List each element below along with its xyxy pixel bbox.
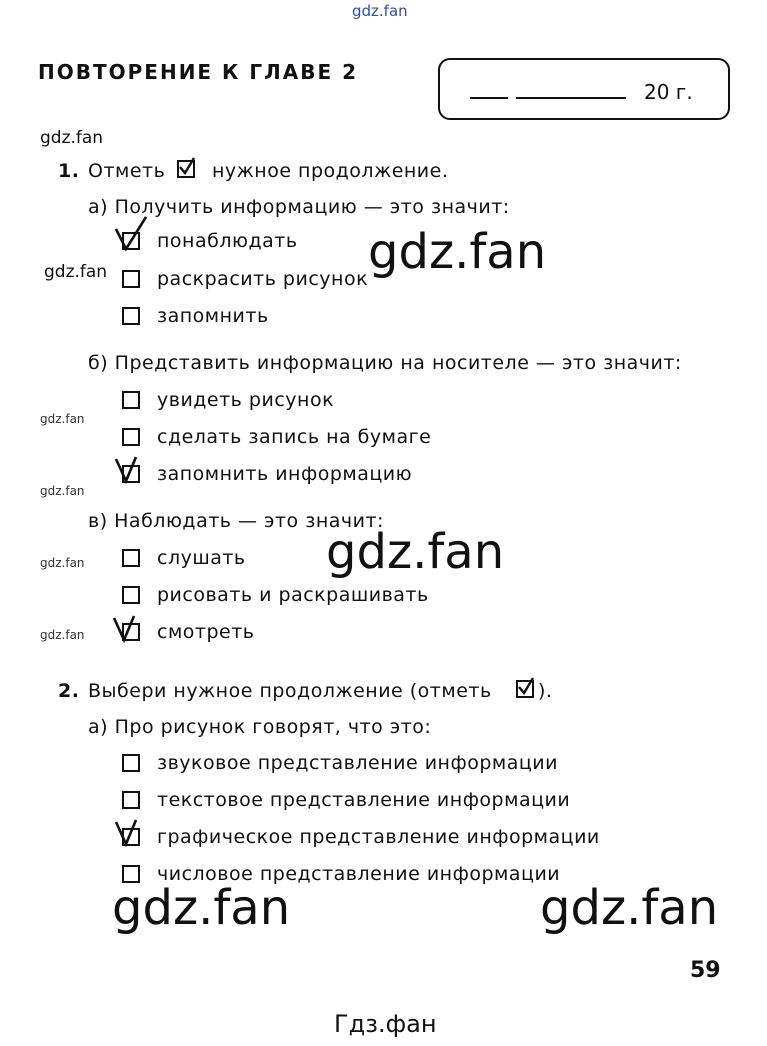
page-number: 59 [690, 958, 721, 983]
watermark-left-3: gdz.fan [40, 412, 85, 426]
watermark-top: gdz.fan [352, 2, 408, 20]
option-2a-3: графическое представление информации [157, 826, 600, 848]
option-2a-1: звуковое представление информации [157, 752, 558, 774]
task2a-question: а) Про рисунок говорят, что это: [88, 716, 432, 738]
watermark-big-4: gdz.fan [540, 880, 719, 936]
watermark-big-3: gdz.fan [112, 880, 291, 936]
task1-number: 1. [58, 160, 80, 182]
handwritten-check-icon [112, 612, 142, 644]
task1c-question: в) Наблюдать — это значит: [88, 510, 384, 532]
option-1a-1: понаблюдать [157, 230, 298, 252]
option-1c-3: смотреть [157, 621, 255, 643]
check-example-icon [177, 160, 195, 178]
option-1c-2: рисовать и раскрашивать [157, 584, 429, 606]
option-1b-2: сделать запись на бумаге [157, 426, 432, 448]
checkbox-1b-2[interactable] [122, 428, 140, 446]
checkbox-1b-1[interactable] [122, 391, 140, 409]
task2-instruction-before: Выбери нужное продолжение (отметь [88, 680, 492, 702]
task1-instruction-after: нужное продолжение. [212, 160, 449, 182]
option-1a-3: запомнить [157, 305, 269, 327]
check-example-icon [516, 680, 534, 698]
watermark-left-4: gdz.fan [40, 484, 85, 498]
page-title: ПОВТОРЕНИЕ К ГЛАВЕ 2 [38, 60, 358, 84]
watermark-left-2: gdz.fan [44, 262, 108, 282]
watermark-left-5: gdz.fan [40, 556, 85, 570]
checkbox-2a-2[interactable] [122, 791, 140, 809]
date-year-label: 20 г. [644, 80, 693, 104]
handwritten-check-icon [114, 818, 144, 848]
checkbox-1a-3[interactable] [122, 307, 140, 325]
watermark-big-2: gdz.fan [326, 524, 505, 580]
option-2a-2: текстовое представление информации [157, 789, 571, 811]
checkbox-1c-1[interactable] [122, 549, 140, 567]
watermark-left-1: gdz.fan [40, 128, 104, 148]
option-1a-2: раскрасить рисунок [157, 268, 369, 290]
task1b-question: б) Представить информацию на носителе — это значит: [88, 352, 682, 374]
handwritten-check-icon [112, 215, 152, 255]
checkbox-1a-2[interactable] [122, 270, 140, 288]
date-day-line [470, 97, 508, 99]
option-1b-3: запомнить информацию [157, 463, 413, 485]
handwritten-check-icon [114, 455, 144, 485]
task1-instruction-before: Отметь [88, 160, 166, 182]
date-month-line [516, 97, 626, 99]
option-2a-4: числовое представление информации [157, 863, 561, 885]
checkbox-2a-1[interactable] [122, 754, 140, 772]
watermark-left-6: gdz.fan [40, 628, 85, 642]
watermark-big-1: gdz.fan [368, 224, 547, 280]
option-1c-1: слушать [157, 547, 246, 569]
checkbox-1c-2[interactable] [122, 586, 140, 604]
task2-instruction-after: ). [538, 680, 553, 702]
option-1b-1: увидеть рисунок [157, 389, 335, 411]
task1a-question: а) Получить информацию — это значит: [88, 196, 510, 218]
task2-number: 2. [58, 680, 80, 702]
footer-watermark: Гдз.фан [334, 1010, 437, 1038]
